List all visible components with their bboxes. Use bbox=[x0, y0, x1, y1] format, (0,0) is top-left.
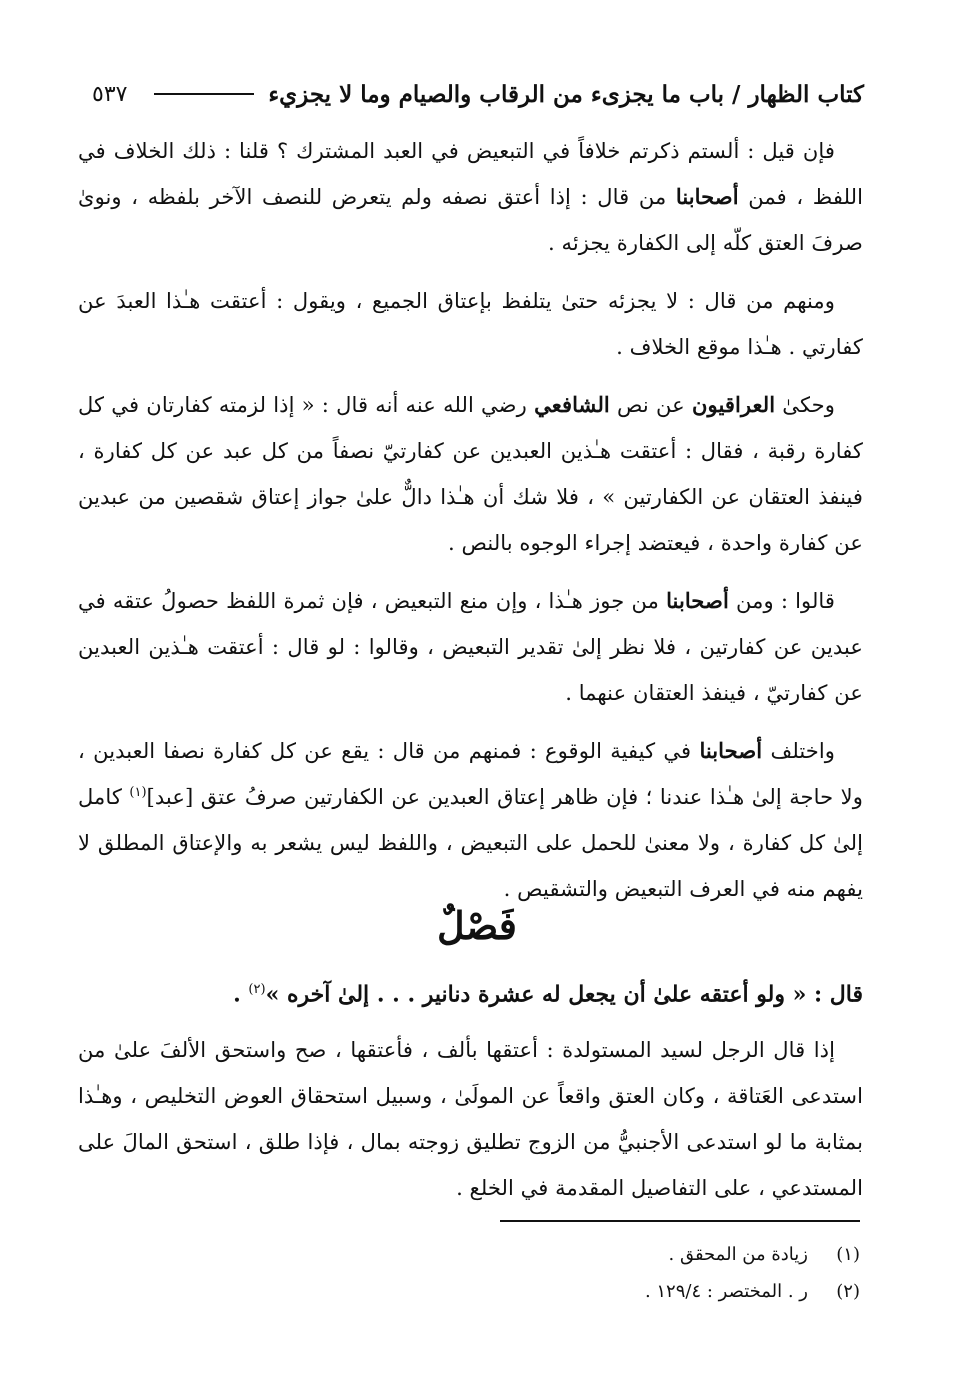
footnote-text: زيادة من المحقق . bbox=[668, 1244, 808, 1265]
text-run: عن نص bbox=[609, 392, 692, 417]
closing-text bbox=[78, 1027, 863, 1211]
footnote-number: (٢) bbox=[836, 1281, 860, 1302]
main-text bbox=[78, 128, 863, 924]
header-rule bbox=[154, 93, 254, 95]
text-run: رضي الله عنه أنه قال : « إذا لزمته كفارتان في كل كفارة رقبة ، فقال : أعتقت هـٰذين العبدين عن كفارتيّ نصفاً من كل عبد عن كل كفارة ، فينفذ العتقان عن الكفارتين » ، فلا شك أن هـٰذا دالٌّ علىٰ جواز إعتاق شقصين من عبدين عن كفارة واحدة ، فيعتضد إجراء الوجوه بالنص . bbox=[78, 392, 863, 555]
paragraph bbox=[78, 728, 863, 912]
running-header bbox=[92, 72, 864, 116]
bold-name: أصحابنا bbox=[675, 184, 739, 209]
text-run: قالوا : ومن bbox=[728, 588, 835, 613]
footnote-2 bbox=[300, 1273, 860, 1310]
text-run: فإن قيل : ألستم ذكرتم خلافاً في التبعيض في العبد المشترك ؟ قلنا : ذلك الخلاف في اللفظ ، فمن bbox=[78, 138, 863, 209]
paragraph bbox=[78, 278, 863, 370]
bold-name: أصحابنا bbox=[699, 738, 763, 763]
text-run: وحكىٰ bbox=[775, 392, 835, 417]
quoted-text-end: . bbox=[233, 981, 249, 1008]
running-title: كتاب الظهار / باب ما يجزىء من الرقاب والصيام وما لا يجزيء bbox=[268, 80, 864, 108]
text-run: ومنهم من قال : لا يجزئه حتىٰ يتلفظ بإعتاق الجميع ، ويقول : أعتقت هـٰذا العبدَ عن كفارتي . هـٰذا موقع الخلاف . bbox=[78, 288, 863, 359]
bold-name: أصحابنا bbox=[666, 588, 729, 613]
text-run: من جوز هـٰذا ، وإن منع التبعيض ، فإن ثمرة اللفظ حصولُ عتقه في عبدين عن كفارتين ، فلا نظر إلىٰ تقدير التبعيض ، وقالوا : لو قال : أعتقت هـٰذين العبدين عن كفارتيّ ، فينفذ العتقان عنهما . bbox=[78, 588, 863, 705]
paragraph: إذا قال الرجل لسيد المستولدة : أعتقها بألف ، فأعتقها ، صح واستحق الألفَ علىٰ من استدعى العَتاقة ، وكان العتق واقعاً عن المولَىٰ ، وسبيل استحقاق العوض التخليص ، وهـٰذا بمثابة ما لو استدعى الأجنبيُّ من الزوج تطليق زوجته بمال ، فإذا طلق ، استحق المالَ على المستدعي ، على التفاصيل المقدمة في الخلع . bbox=[78, 1037, 863, 1200]
footnote-text: ر . المختصر : ١٢٩/٤ . bbox=[644, 1281, 808, 1302]
footnote-number: (١) bbox=[836, 1244, 860, 1265]
paragraph bbox=[78, 578, 863, 716]
page-number: ٥٣٧ bbox=[92, 81, 128, 107]
quoted-text: قال : « ولو أعتقه علىٰ أن يجعل له عشرة دنانير . . . إلىٰ آخره » bbox=[265, 981, 863, 1008]
bold-name: العراقيون bbox=[691, 392, 776, 417]
text-run: كامل إلىٰ كل كفارة ، ولا معنىٰ للحمل على التبعيض ، واللفظ ليس يشعر به والإعتاق المطلق لا يفهم منه في العرف التبعيض والتشقيص . bbox=[78, 784, 863, 901]
paragraph bbox=[78, 128, 863, 266]
footnote-ref: (٢) bbox=[248, 982, 266, 997]
text-run: واختلف bbox=[762, 738, 835, 763]
paragraph bbox=[78, 382, 863, 566]
quoted-text-line bbox=[78, 968, 863, 1016]
footnote-rule bbox=[500, 1220, 860, 1222]
footnote-1 bbox=[300, 1236, 860, 1273]
text-run: من قال : إذا أعتق نصفه ولم يتعرض للنصف الآخر بلفظه ، ونوىٰ صرفَ العتق كلّه إلى الكفارة يجزئه . bbox=[78, 184, 863, 255]
bold-name: الشافعي bbox=[534, 392, 610, 417]
footnotes bbox=[300, 1236, 860, 1310]
section-heading-fasl: فَصْلٌ bbox=[437, 903, 517, 948]
text-run: في كيفية الوقوع : فمنهم من قال : يقع عن كل كفارة نصفا العبدين ، ولا حاجة إلىٰ هـٰذا عندنا ؛ فإن ظاهر إعتاق العبدين عن الكفارتين صرفُ عتق [عبد] bbox=[78, 738, 863, 809]
footnote-ref: (١) bbox=[129, 784, 147, 800]
